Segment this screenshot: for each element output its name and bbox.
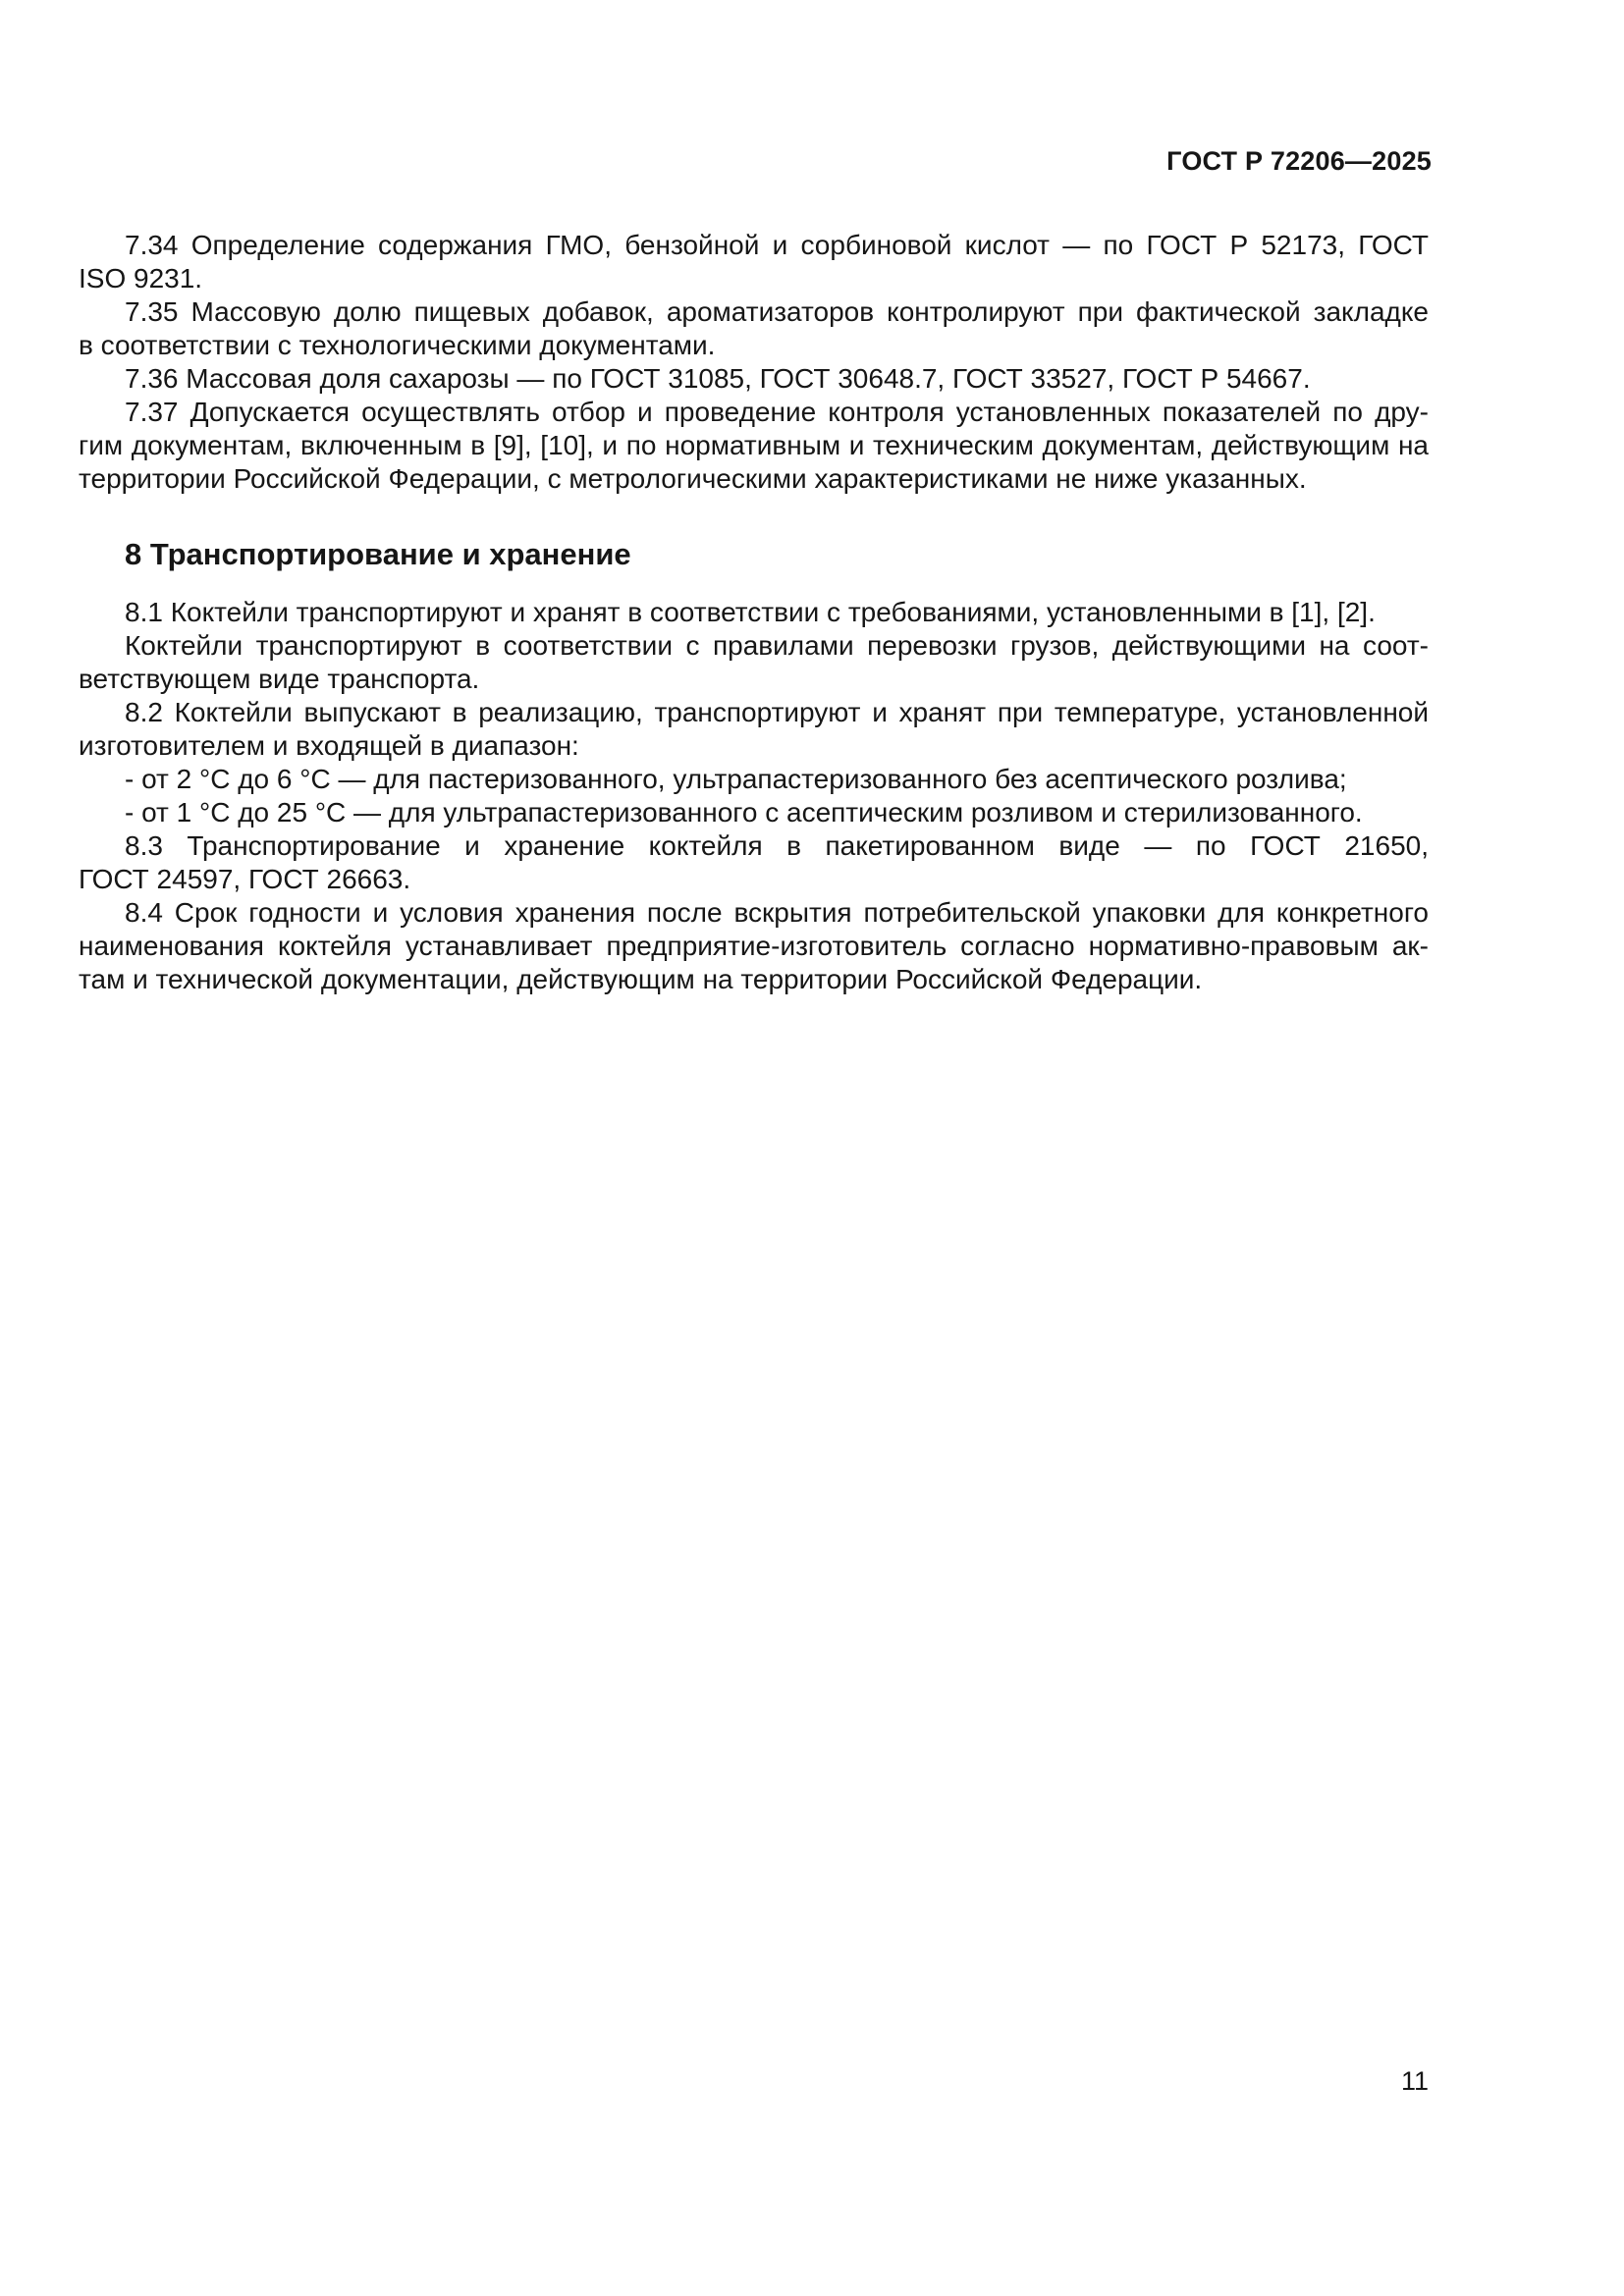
clause-7-37-line-2: гим документам, включенным в [9], [10], и по нормативным и техническим документам, действующим на bbox=[79, 430, 1429, 460]
clause-8-3 bbox=[79, 829, 1429, 896]
document-body bbox=[79, 229, 1429, 996]
clause-8-1-continued-line-1: Коктейли транспортируют в соответствии с правилами перевозки грузов, действующими на соот- bbox=[125, 630, 1429, 661]
clause-7-34 bbox=[79, 229, 1429, 295]
clause-8-2-item-2 bbox=[79, 796, 1429, 829]
clause-7-37 bbox=[79, 396, 1429, 496]
clause-8-2-line-2: изготовителем и входящей в диапазон: bbox=[79, 730, 579, 761]
clause-8-1 bbox=[79, 596, 1429, 629]
clause-8-2-item-1 bbox=[79, 763, 1429, 796]
clause-8-2-item-2-line-1: - от 1 °С до 25 °С — для ультрапастеризованного с асептическим розливом и стерилизованного. bbox=[125, 797, 1363, 828]
clause-8-2-item-1-line-1: - от 2 °С до 6 °С — для пастеризованного, ультрапастеризованного без асептического розлива; bbox=[125, 764, 1347, 794]
clause-8-4-line-3: там и технической документации, действующим на территории Российской Федерации. bbox=[79, 964, 1203, 994]
clause-7-35-line-2: в соответствии с технологическими документами. bbox=[79, 330, 716, 360]
clause-8-4 bbox=[79, 896, 1429, 996]
clause-8-3-line-1: 8.3 Транспортирование и хранение коктейля в пакетированном виде — по ГОСТ 21650, bbox=[125, 830, 1429, 861]
clause-7-37-line-1: 7.37 Допускается осуществлять отбор и проведение контроля установленных показателей по дру- bbox=[125, 397, 1429, 427]
clause-7-34-line-2: ISO 9231. bbox=[79, 263, 203, 294]
clause-8-1-continued-line-2: ветствующем виде транспорта. bbox=[79, 664, 480, 694]
clause-7-35 bbox=[79, 295, 1429, 362]
document-code-header: ГОСТ Р 72206—2025 bbox=[1166, 146, 1432, 176]
clause-8-1-continued bbox=[79, 629, 1429, 696]
clause-7-37-line-3: территории Российской Федерации, с метрологическими характеристиками не ниже указанных. bbox=[79, 463, 1307, 494]
clause-7-36 bbox=[79, 362, 1429, 396]
page-number: 11 bbox=[1400, 2066, 1429, 2096]
clause-8-4-line-1: 8.4 Срок годности и условия хранения после вскрытия потребительской упаковки для конкретного bbox=[125, 897, 1429, 928]
clause-8-1-line-1: 8.1 Коктейли транспортируют и хранят в соответствии с требованиями, установленными в [1], [2]. bbox=[125, 597, 1376, 627]
clause-7-36-line-1: 7.36 Массовая доля сахарозы — по ГОСТ 31085, ГОСТ 30648.7, ГОСТ 33527, ГОСТ Р 54667. bbox=[125, 363, 1311, 394]
clause-8-4-line-2: наименования коктейля устанавливает предприятие-изготовитель согласно нормативно-правовым ак- bbox=[79, 931, 1429, 961]
clause-8-3-line-2: ГОСТ 24597, ГОСТ 26663. bbox=[79, 864, 411, 894]
section-8-heading: 8 Транспортирование и хранение bbox=[125, 537, 631, 571]
clause-7-35-line-1: 7.35 Массовую долю пищевых добавок, ароматизаторов контролируют при фактической закладке bbox=[125, 296, 1429, 327]
clause-8-2-line-1: 8.2 Коктейли выпускают в реализацию, транспортируют и хранят при температуре, установленной bbox=[125, 697, 1429, 727]
clause-7-34-line-1: 7.34 Определение содержания ГМО, бензойной и сорбиновой кислот — по ГОСТ Р 52173, ГОСТ bbox=[125, 230, 1429, 260]
clause-8-2 bbox=[79, 696, 1429, 763]
